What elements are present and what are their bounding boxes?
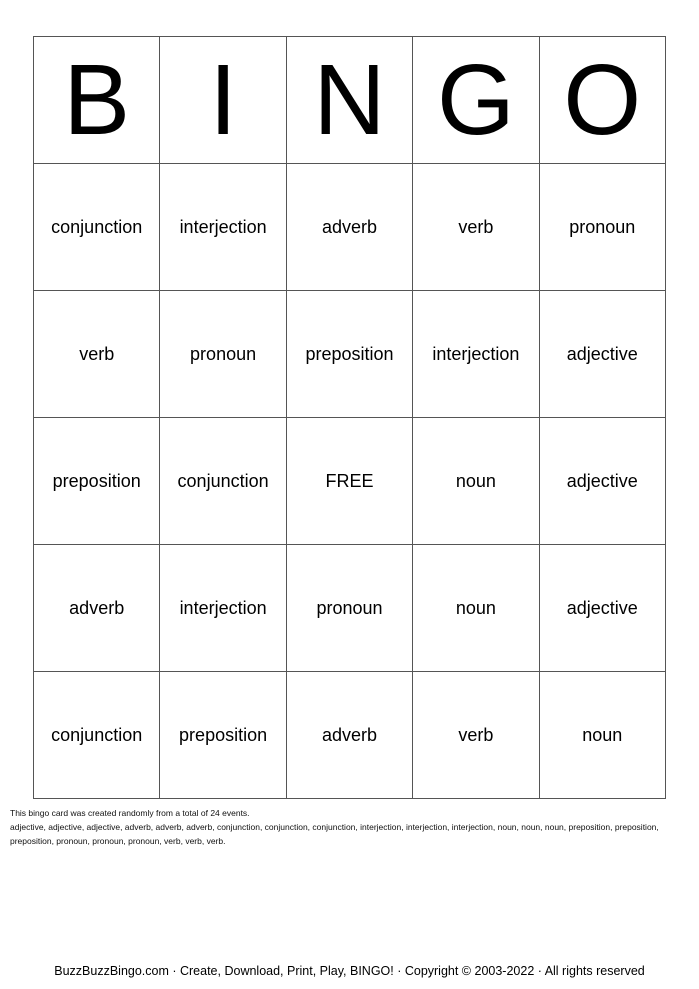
header-letter-i: I (160, 37, 286, 164)
bingo-cell: conjunction (160, 418, 286, 545)
bingo-card (33, 36, 666, 799)
free-space: FREE (286, 418, 412, 545)
bingo-cell: preposition (286, 291, 412, 418)
header-letter-o: O (539, 37, 665, 164)
event-list: adjective, adjective, adjective, adverb, adverb, adverb, conjunction, conjunction, conjunction, interjection, interjection, interjection, noun, noun, noun, preposition, preposition, preposition, pronoun, pronoun, pronoun, verb, verb, verb. (10, 822, 659, 846)
footer-copyright: BuzzBuzzBingo.com · Create, Download, Print, Play, BINGO! · Copyright © 2003-2022 · All rights reserved (54, 964, 645, 978)
header-letter-b: B (34, 37, 160, 164)
bingo-header-row (34, 37, 666, 164)
bingo-cell: verb (413, 672, 539, 799)
bingo-cell: pronoun (539, 164, 665, 291)
bingo-cell: interjection (160, 164, 286, 291)
bingo-cell: noun (413, 418, 539, 545)
bingo-cell: pronoun (160, 291, 286, 418)
bingo-row (34, 164, 666, 291)
bingo-row (34, 291, 666, 418)
bingo-cell: preposition (160, 672, 286, 799)
bingo-cell: verb (34, 291, 160, 418)
bingo-cell: noun (413, 545, 539, 672)
bingo-cell: adjective (539, 291, 665, 418)
bingo-cell: pronoun (286, 545, 412, 672)
card-info-text: This bingo card was created randomly from a total of 24 events. (10, 808, 250, 818)
bingo-cell: preposition (34, 418, 160, 545)
bingo-row (34, 672, 666, 799)
bingo-cell: adverb (34, 545, 160, 672)
bingo-cell: conjunction (34, 164, 160, 291)
bingo-cell: adverb (286, 672, 412, 799)
bingo-cell: interjection (160, 545, 286, 672)
header-letter-n: N (286, 37, 412, 164)
bingo-cell: adjective (539, 545, 665, 672)
bingo-row (34, 418, 666, 545)
bingo-cell: noun (539, 672, 665, 799)
bingo-cell: adverb (286, 164, 412, 291)
bingo-row (34, 545, 666, 672)
bingo-cell: adjective (539, 418, 665, 545)
bingo-cell: interjection (413, 291, 539, 418)
bingo-cell: verb (413, 164, 539, 291)
bingo-cell: conjunction (34, 672, 160, 799)
header-letter-g: G (413, 37, 539, 164)
